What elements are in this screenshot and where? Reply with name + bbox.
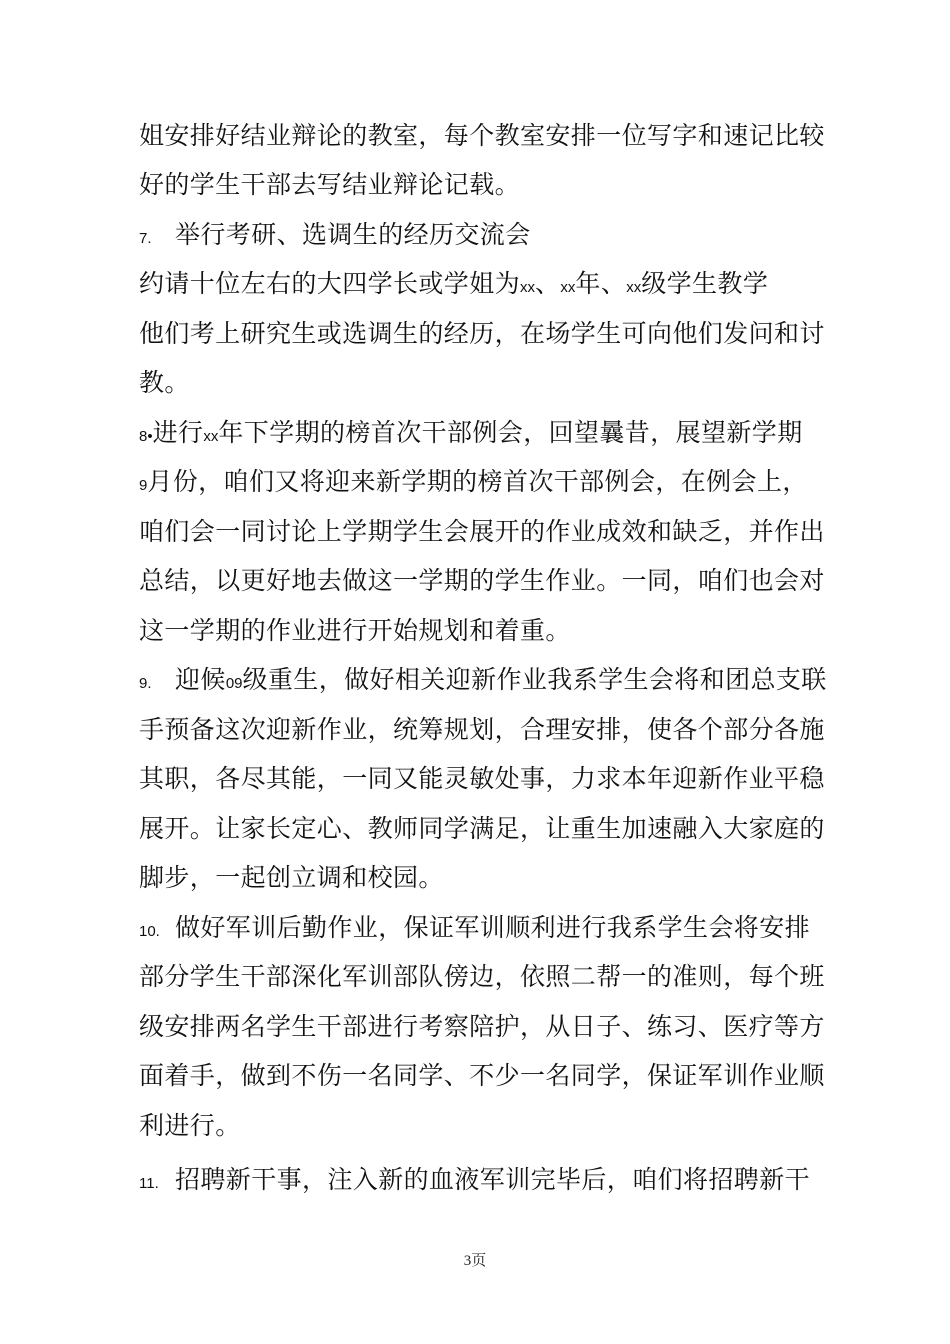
text-line [139, 466, 808, 502]
item-number: 10. [139, 923, 160, 940]
text-run: 、 [535, 269, 561, 298]
heading-text: 举行考研、选调生的经历交流会 [175, 220, 531, 249]
numbered-heading [139, 1164, 810, 1200]
page-number: 3页 [463, 1253, 487, 1269]
text-run: 年下学期的榜首次干部例会，回望曩昔，展望新学期 [218, 418, 803, 447]
text-run: 09 [225, 675, 243, 692]
text-line: 部分学生干部深化军训部队傍边，依照二帮一的准则，每个班 [139, 962, 825, 991]
text-line: 咱们会一同讨论上学期学生会展开的作业成效和缺乏，并作出 [139, 517, 825, 546]
heading-text: 招聘新干事，注入新的血液军训完毕后，咱们将招聘新干 [175, 1165, 811, 1194]
numbered-heading [139, 912, 810, 948]
text-line: 手预备这次迎新作业，统筹规划，合理安排，使各个部分各施 [139, 715, 825, 744]
text-line: 好的学生干部去写结业辩论记载。 [139, 170, 521, 199]
text-run: 月份，咱们又将迎来新学期的榜首次干部例会，在例会上， [147, 467, 808, 496]
text-run: 9 [139, 477, 148, 494]
text-line: 教。 [139, 368, 190, 397]
text-line: 利进行。 [139, 1111, 241, 1140]
item-number: 11. [139, 1175, 159, 1192]
text-run: 级重生，做好相关迎新作业我系学生会将和团总支联 [242, 665, 827, 694]
text-line [139, 268, 768, 304]
text-run: xx [560, 279, 576, 296]
text-run: 级学生教学 [641, 269, 769, 298]
text-line: 这一学期的作业进行开始规划和着重。 [139, 616, 571, 645]
item-number: 9. [139, 675, 152, 692]
text-run: xx [203, 428, 219, 445]
text-run: 迎候 [175, 665, 226, 694]
heading-text: 做好军训后勤作业，保证军训顺利进行我系学生会将安排 [175, 913, 811, 942]
text-line: 其职，各尽其能，一同又能灵敏处事，力求本年迎新作业平稳 [139, 764, 825, 793]
text-line: 脚步，一起创立调和校园。 [139, 863, 444, 892]
text-run: 年、 [575, 269, 627, 298]
item-number: 8• [139, 428, 153, 445]
text-run: xx [520, 279, 536, 296]
text-line: 他们考上研究生或选调生的经历，在场学生可向他们发问和讨 [139, 319, 825, 348]
numbered-heading [139, 664, 827, 700]
text-line: 级安排两名学生干部进行考察陪护，从日子、练习、医疗等方 [139, 1012, 825, 1041]
text-line: 面着手，做到不伤一名同学、不少一名同学，保证军训作业顺 [139, 1061, 825, 1090]
text-line: 展开。让家长定心、教师同学满足，让重生加速融入大家庭的 [139, 814, 825, 843]
text-run: 约请十位左右的大四学长或学姐为 [139, 269, 521, 298]
text-run: xx [626, 279, 642, 296]
numbered-heading [139, 219, 531, 255]
text-line: 姐安排好结业辩论的教室，每个教室安排一位写字和速记比较 [139, 121, 825, 150]
item-number: 7. [139, 230, 152, 247]
numbered-heading [139, 417, 803, 453]
text-line: 总结，以更好地去做这一学期的学生作业。一同，咱们也会对 [139, 566, 825, 595]
text-run: 进行 [152, 418, 204, 447]
